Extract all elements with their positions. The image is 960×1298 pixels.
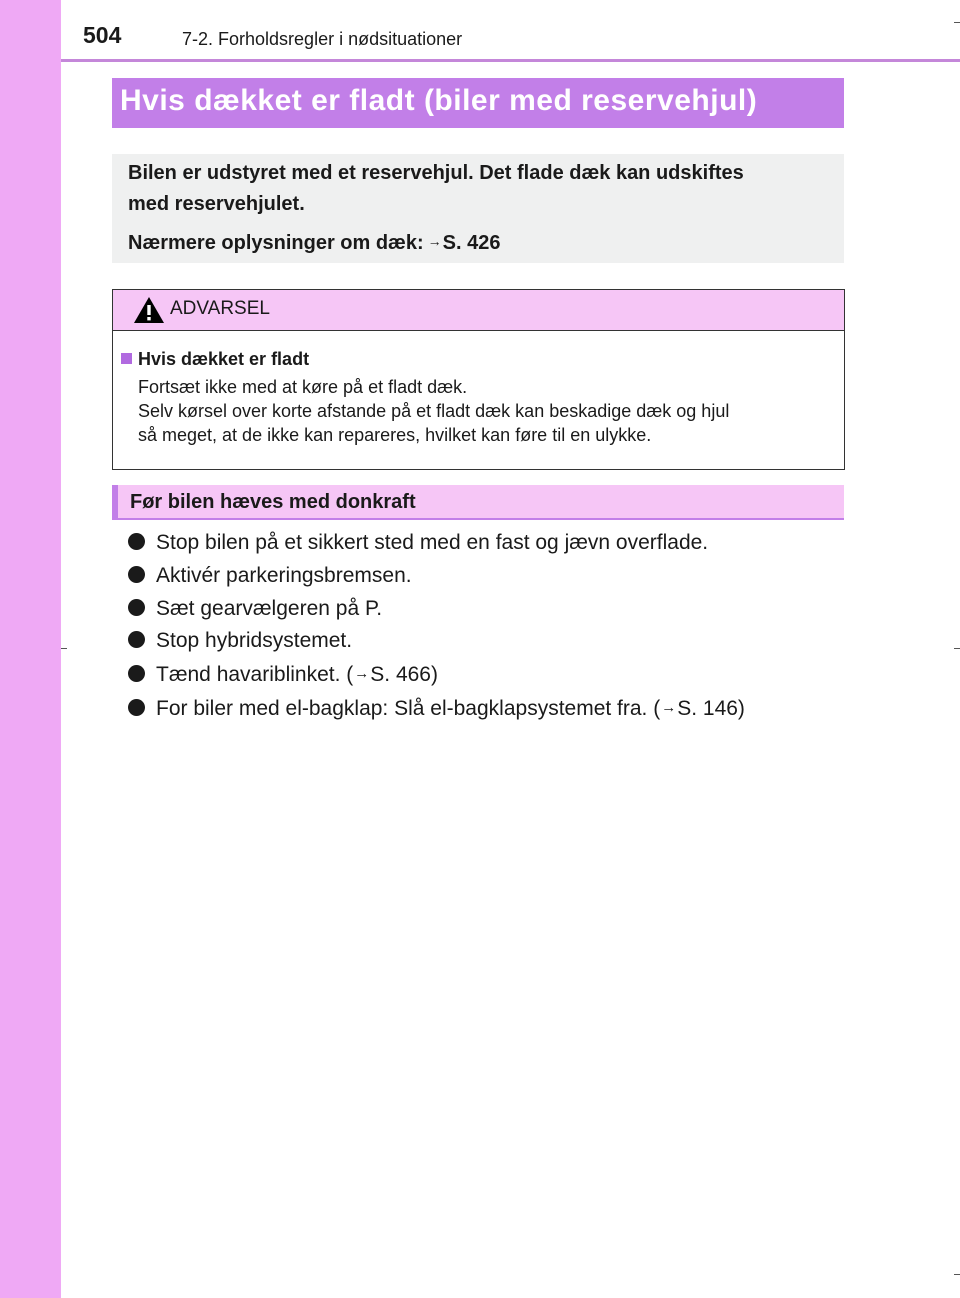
bullet-dot-icon <box>128 699 145 716</box>
warning-text <box>138 375 830 447</box>
warning-triangle-icon <box>133 296 165 324</box>
intro-reference-label: Nærmere oplysninger om dæk: <box>128 232 424 254</box>
warning-line-2: Selv kørsel over korte afstande på et fladt dæk kan beskadige dæk og hjul <box>138 401 730 421</box>
crop-mark <box>954 22 960 23</box>
intro-reference <box>128 226 830 259</box>
list-item <box>128 658 844 692</box>
header-rule <box>61 59 960 62</box>
list-item-text: Tænd havariblinket. ( <box>156 663 354 687</box>
crop-mark <box>954 1274 960 1275</box>
crop-mark <box>954 648 960 649</box>
section-label: 7-2. Forholdsregler i nødsituationer <box>182 29 463 49</box>
side-strip <box>0 0 61 1298</box>
bullet-dot-icon <box>128 599 145 616</box>
list-item-text: Sæt gearvælgeren på P. <box>156 596 383 620</box>
list-item <box>128 692 844 726</box>
list-item-reference[interactable]: S. 466) <box>370 663 438 687</box>
title-banner <box>112 78 844 128</box>
intro-box <box>112 154 844 263</box>
warning-line-3: så meget, at de ikke kan repareres, hvilket kan føre til en ulykke. <box>138 425 652 445</box>
subheading-bar <box>112 485 844 520</box>
bullet-list <box>128 527 844 726</box>
list-item-reference[interactable]: S. 146) <box>677 696 745 720</box>
arrow-icon: → <box>427 233 442 249</box>
warning-box <box>112 289 845 470</box>
square-bullet-icon <box>121 353 132 364</box>
bullet-dot-icon <box>128 665 145 682</box>
warning-body <box>113 331 844 447</box>
list-item-text: Stop hybridsystemet. <box>156 629 353 653</box>
warning-subheading-text: Hvis dækket er fladt <box>138 349 310 369</box>
bullet-dot-icon <box>128 533 145 550</box>
list-item-text: Stop bilen på et sikkert sted med en fast og jævn overflade. <box>156 531 709 554</box>
list-item <box>128 625 844 658</box>
arrow-icon: → <box>661 698 677 716</box>
intro-line-2: med reservehjulet. <box>128 193 305 215</box>
subheading-text: Før bilen hæves med donkraft <box>130 491 416 513</box>
list-item-text: For biler med el-bagklap: Slå el-bagklapsystemet fra. ( <box>156 696 661 720</box>
bullet-dot-icon <box>128 631 145 648</box>
list-item <box>128 527 844 560</box>
bullet-dot-icon <box>128 566 145 583</box>
intro-line-1: Bilen er udstyret med et reservehjul. Det flade dæk kan udskiftes <box>128 162 744 184</box>
intro-reference-page[interactable]: S. 426 <box>442 232 501 254</box>
warning-subheading <box>121 347 830 371</box>
page-number: 504 <box>83 22 122 48</box>
warning-header <box>113 290 844 331</box>
page-title: Hvis dækket er fladt (biler med reservehjul) <box>120 84 758 117</box>
list-item-text: Aktivér parkeringsbremsen. <box>156 563 412 587</box>
arrow-icon: → <box>354 665 370 683</box>
warning-line-1: Fortsæt ikke med at køre på et fladt dæk. <box>138 377 468 397</box>
list-item <box>128 593 844 626</box>
crop-mark <box>61 648 67 649</box>
warning-title: ADVARSEL <box>170 298 270 319</box>
list-item <box>128 560 844 593</box>
